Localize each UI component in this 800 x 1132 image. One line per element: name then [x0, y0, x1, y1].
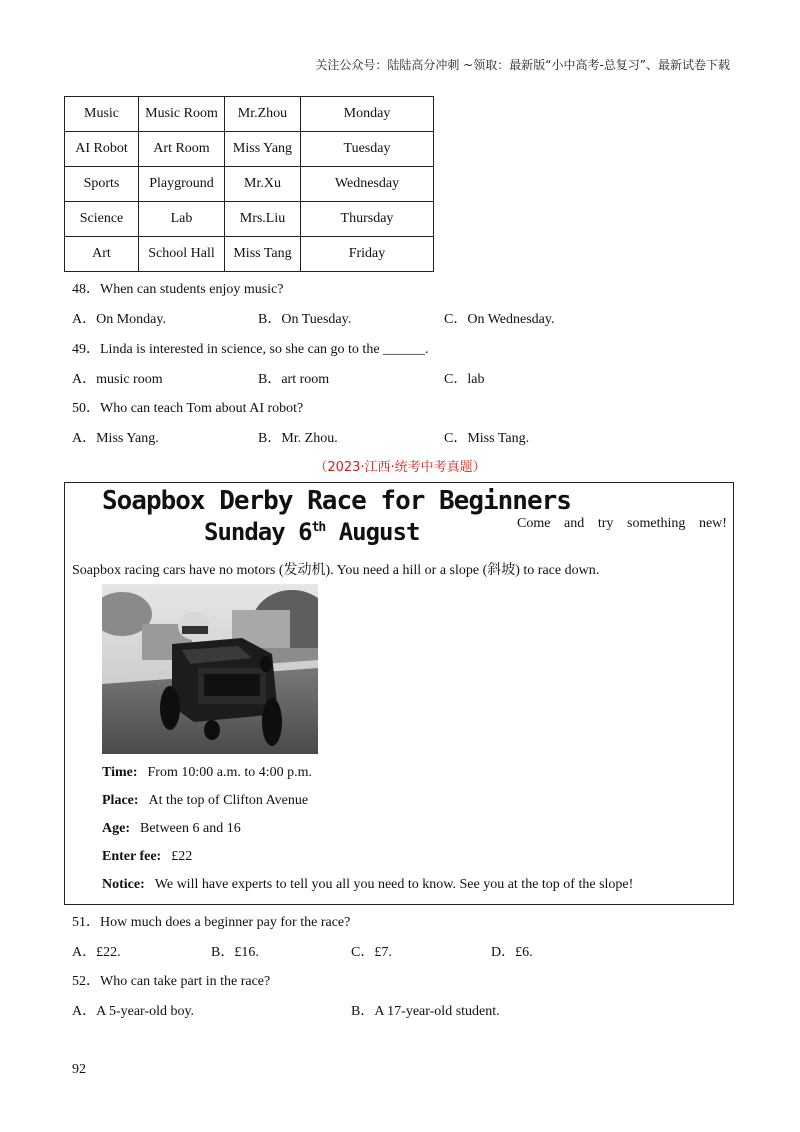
- advert-tagline: [517, 516, 727, 532]
- info-age: [102, 821, 241, 837]
- tagline-word: something: [627, 516, 686, 531]
- age-value: Between 6 and 16: [140, 821, 241, 836]
- tagline-word: Come: [517, 516, 551, 531]
- place-label: Place:: [102, 793, 139, 808]
- table-cell: Monday: [301, 97, 434, 132]
- q51-option-d: D．£6.: [491, 945, 533, 960]
- table-row: [65, 167, 434, 202]
- tagline-word: new!: [698, 516, 727, 531]
- table-row: [65, 97, 434, 132]
- q51-option-c: C．£7.: [351, 945, 392, 960]
- q51-option-a: A．£22.: [72, 945, 121, 960]
- table-cell: Sports: [65, 167, 139, 202]
- question-51: 51．How much does a beginner pay for the race?: [72, 915, 351, 930]
- table-cell: Music: [65, 97, 139, 132]
- table-row: [65, 132, 434, 167]
- source-citation: （2023·江西·统考中考真题）: [314, 460, 486, 475]
- info-fee: [102, 849, 192, 865]
- table-cell: Mr.Zhou: [225, 97, 301, 132]
- q52-option-a: A．A 5-year-old boy.: [72, 1004, 195, 1019]
- notice-label: Notice:: [102, 877, 145, 892]
- table-cell: Miss Yang: [225, 132, 301, 167]
- question-50: 50．Who can teach Tom about AI robot?: [72, 401, 304, 416]
- table-cell: AI Robot: [65, 132, 139, 167]
- table-cell: Science: [65, 202, 139, 237]
- table-cell: Mrs.Liu: [225, 202, 301, 237]
- question-49: 49．Linda is interested in science, so she can go to the ______.: [72, 342, 429, 357]
- q48-option-a: A．On Monday.: [72, 312, 166, 327]
- q51-option-b: B．£16.: [211, 945, 259, 960]
- table-cell: Lab: [139, 202, 225, 237]
- table-cell: Friday: [301, 237, 434, 272]
- notice-value: We will have experts to tell you all you need to know. See you at the top of the slope!: [154, 877, 634, 892]
- tagline-word: and: [564, 516, 585, 531]
- page-number: 92: [72, 1062, 86, 1077]
- question-52: 52．Who can take part in the race?: [72, 974, 271, 989]
- advert-date-day: Sunday 6: [204, 518, 312, 546]
- q50-option-b: B．Mr. Zhou.: [258, 431, 338, 446]
- q48-option-c: C．On Wednesday.: [444, 312, 555, 327]
- age-label: Age:: [102, 821, 130, 836]
- table-cell: Thursday: [301, 202, 434, 237]
- advert-title: Soapbox Derby Race for Beginners: [102, 486, 571, 516]
- q49-option-b: B．art room: [258, 372, 330, 387]
- page-header: 关注公众号：陆陆高分冲刺 ~领取：最新版“小中高考-总复习”、最新试卷下载: [315, 58, 730, 72]
- info-time: [102, 765, 312, 781]
- time-label: Time:: [102, 765, 138, 780]
- table-cell: Art: [65, 237, 139, 272]
- advert-intro: Soapbox racing cars have no motors (发动机). You need a hill or a slope (斜坡) to race down.: [72, 563, 600, 578]
- info-place: [102, 793, 308, 809]
- table-cell: Music Room: [139, 97, 225, 132]
- q52-option-b: B．A 17-year-old student.: [351, 1004, 500, 1019]
- q49-option-a: A．music room: [72, 372, 163, 387]
- fee-label: Enter fee:: [102, 849, 162, 864]
- advert-date-suffix: th: [311, 520, 326, 535]
- table-cell: Miss Tang: [225, 237, 301, 272]
- table-cell: School Hall: [139, 237, 225, 272]
- table-row: [65, 202, 434, 237]
- soapbox-car-photo: [102, 584, 318, 754]
- q49-option-c: C．lab: [444, 372, 485, 387]
- time-value: From 10:00 a.m. to 4:00 p.m.: [147, 765, 313, 780]
- q50-option-c: C．Miss Tang.: [444, 431, 530, 446]
- tagline-word: try: [597, 516, 614, 531]
- info-notice: [102, 877, 633, 893]
- q50-option-a: A．Miss Yang.: [72, 431, 159, 446]
- question-48: 48．When can students enjoy music?: [72, 282, 284, 297]
- place-value: At the top of Clifton Avenue: [148, 793, 309, 808]
- table-cell: Tuesday: [301, 132, 434, 167]
- club-schedule-table: [64, 96, 434, 272]
- q48-option-b: B．On Tuesday.: [258, 312, 352, 327]
- advert-date: [204, 518, 419, 546]
- table-cell: Art Room: [139, 132, 225, 167]
- table-cell: Playground: [139, 167, 225, 202]
- table-row: [65, 237, 434, 272]
- fee-value: £22: [171, 849, 193, 864]
- table-cell: Wednesday: [301, 167, 434, 202]
- advert-date-month: August: [325, 518, 420, 546]
- table-cell: Mr.Xu: [225, 167, 301, 202]
